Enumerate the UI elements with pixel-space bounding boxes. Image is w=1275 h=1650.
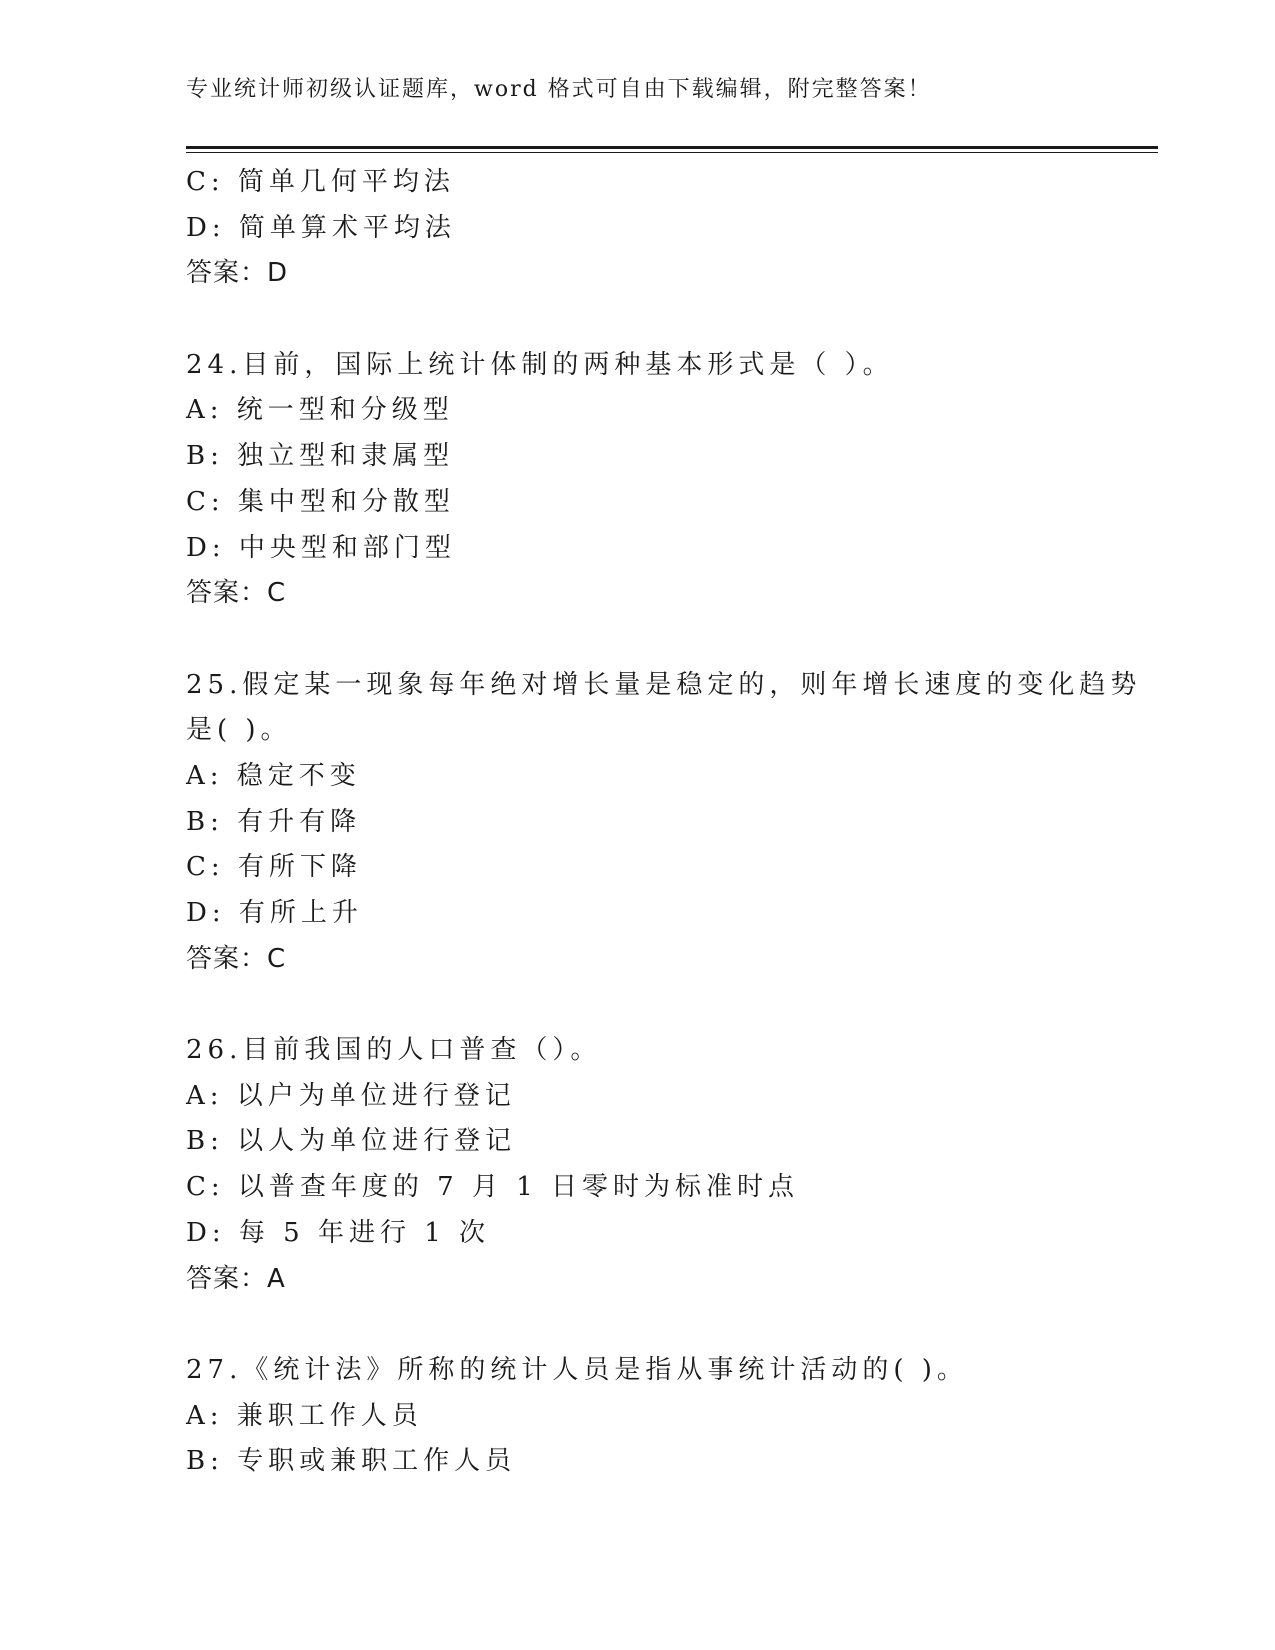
page-header: 专业统计师初级认证题库，word 格式可自由下载编辑，附完整答案！	[186, 77, 932, 102]
option-line: D: 中央型和部门型	[186, 532, 456, 563]
blank-line	[186, 1302, 1146, 1348]
question-line: 是( )。	[186, 715, 292, 746]
option-line: A: 以户为单位进行登记	[186, 1080, 516, 1111]
option-line: C: 简单几何平均法	[186, 167, 455, 197]
question-line: 25.假定某一现象每年绝对增长量是稳定的，则年增长速度的变化趋势	[186, 669, 1142, 700]
blank-line	[186, 297, 1146, 343]
option-line: C: 以普查年度的 7 月 1 日零时为标准时点	[186, 1172, 800, 1203]
question-list	[186, 160, 1146, 1485]
option-line: B: 专职或兼职工作人员	[186, 1446, 517, 1477]
option-line: B: 有升有降	[186, 806, 362, 837]
option-line: B: 以人为单位进行登记	[186, 1126, 517, 1157]
blank-line	[186, 617, 1146, 663]
question-line: 24.目前，国际上统计体制的两种基本形式是（ ）。	[186, 349, 894, 380]
answer-line: 答案：C	[186, 943, 287, 974]
answer-line: 答案：C	[186, 578, 287, 609]
option-line: B: 独立型和隶属型	[186, 441, 455, 472]
answer-line: 答案：D	[186, 258, 289, 289]
header-rule-thick	[186, 146, 1158, 149]
question-line: 26.目前我国的人口普查（）。	[186, 1035, 602, 1066]
option-line: A: 稳定不变	[186, 760, 361, 791]
option-line: D: 有所上升	[186, 898, 363, 928]
header-rule-thin	[186, 152, 1158, 153]
question-line: 27.《统计法》所称的统计人员是指从事统计活动的( )。	[186, 1354, 968, 1385]
option-line: A: 兼职工作人员	[186, 1400, 423, 1431]
option-line: D: 每 5 年进行 1 次	[186, 1217, 491, 1248]
option-line: C: 集中型和分散型	[186, 486, 455, 517]
option-line: A: 统一型和分级型	[186, 395, 454, 426]
answer-line: 答案：A	[186, 1263, 286, 1294]
option-line: D: 简单算术平均法	[186, 212, 456, 243]
blank-line	[186, 982, 1146, 1028]
option-line: C: 有所下降	[186, 852, 362, 883]
